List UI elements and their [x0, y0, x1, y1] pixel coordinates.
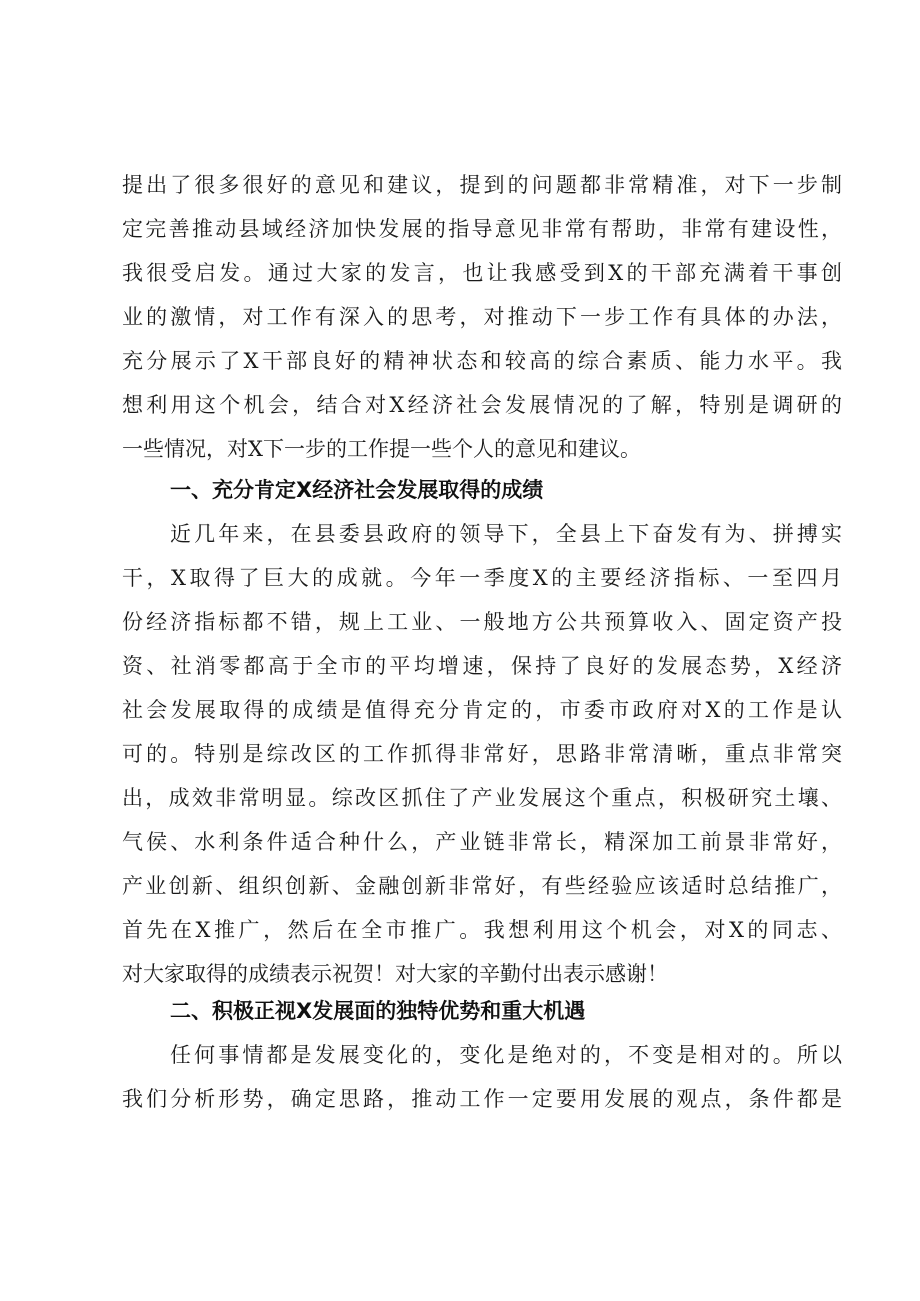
paragraph-line: 业的激情，对工作有深入的思考，对推动下一步工作有具体的办法，: [122, 305, 842, 329]
paragraph-intro: [122, 163, 842, 471]
paragraph-opportunities: [122, 1033, 842, 1121]
paragraph-line: 我很受启发。通过大家的发言，也让我感受到X的干部充满着干事创: [122, 261, 842, 285]
paragraph-line: 干，X取得了巨大的成就。今年一季度X的主要经济指标、一至四月: [122, 566, 842, 590]
paragraph-line: 提出了很多很好的意见和建议，提到的问题都非常精准，对下一步制: [122, 173, 842, 197]
paragraph-line: 份经济指标都不错，规上工业、一般地方公共预算收入、固定资产投: [122, 610, 842, 634]
paragraph-line: 资、社消零都高于全市的平均增速，保持了良好的发展态势，X经济: [122, 654, 842, 678]
paragraph-line: 首先在X推广，然后在全市推广。我想利用这个机会，对X的同志、: [122, 918, 842, 942]
paragraph-line: 我们分析形势，确定思路，推动工作一定要用发展的观点，条件都是: [122, 1087, 842, 1111]
paragraph-line: 近几年来，在县委县政府的领导下，全县上下奋发有为、拼搏实: [170, 522, 842, 546]
paragraph-line: 想利用这个机会，结合对X经济社会发展情况的了解，特别是调研的: [122, 393, 842, 417]
section-heading-1: 一、充分肯定X经济社会发展取得的成绩: [170, 478, 544, 502]
paragraph-line: 社会发展取得的成绩是值得充分肯定的，市委市政府对X的工作是认: [122, 698, 842, 722]
paragraph-line: 产业创新、组织创新、金融创新非常好，有些经验应该适时总结推广，: [122, 874, 842, 898]
paragraph-line: 出，成效非常明显。综改区抓住了产业发展这个重点，积极研究土壤、: [122, 786, 842, 810]
section-heading-2: 二、积极正视X发展面的独特优势和重大机遇: [170, 999, 586, 1023]
paragraph-line: 任何事情都是发展变化的，变化是绝对的，不变是相对的。所以: [170, 1043, 842, 1067]
paragraph-line: 充分展示了X干部良好的精神状态和较高的综合素质、能力水平。我: [122, 349, 842, 373]
paragraph-line: 可的。特别是综改区的工作抓得非常好，思路非常清晰，重点非常突: [122, 742, 842, 766]
paragraph-line: 一些情况，对X下一步的工作提一些个人的意见和建议。: [122, 437, 641, 461]
paragraph-achievements: [122, 512, 842, 996]
paragraph-line: 气侯、水利条件适合种什么，产业链非常长，精深加工前景非常好，: [122, 830, 842, 854]
paragraph-line: 对大家取得的成绩表示祝贺！对大家的辛勤付出表示感谢！: [122, 962, 668, 986]
paragraph-line: 定完善推动县域经济加快发展的指导意见非常有帮助，非常有建设性，: [122, 217, 842, 241]
